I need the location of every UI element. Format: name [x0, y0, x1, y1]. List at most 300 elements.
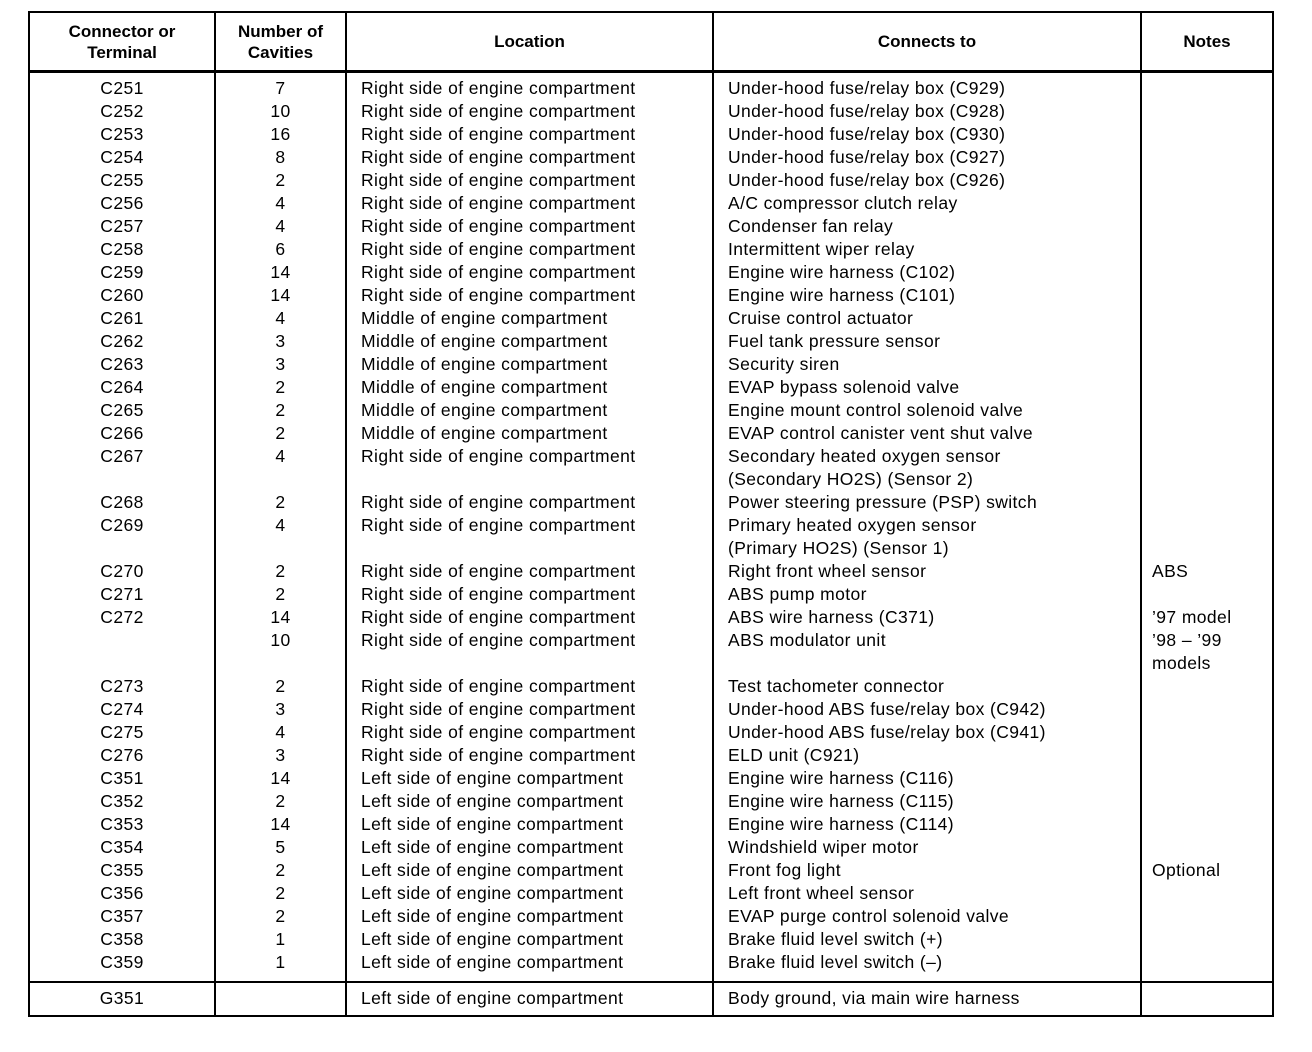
- header-cavities: Number of Cavities: [215, 12, 346, 72]
- notes-cell: [1141, 813, 1273, 836]
- notes-cell: [1141, 859, 1273, 882]
- table-row: [29, 629, 1273, 675]
- connects-to-cell: [713, 905, 1141, 928]
- connects-to-cell-text: Security siren: [728, 354, 840, 374]
- cavities-cell: [215, 376, 346, 399]
- connector-cell: [29, 905, 215, 928]
- location-cell-text: Right side of engine compartment: [361, 101, 636, 121]
- notes-cell: [1141, 606, 1273, 629]
- notes-cell: [1141, 698, 1273, 721]
- notes-cell: [1141, 767, 1273, 790]
- connector-cell-text: C256: [100, 193, 144, 213]
- notes-cell: [1141, 307, 1273, 330]
- cavities-cell-text: 7: [275, 78, 286, 98]
- location-cell-text: Middle of engine compartment: [361, 331, 608, 351]
- connector-cell: [29, 767, 215, 790]
- connector-cell: [29, 882, 215, 905]
- location-cell-text: Middle of engine compartment: [361, 400, 608, 420]
- connector-cell: [29, 284, 215, 307]
- notes-cell: [1141, 238, 1273, 261]
- cavities-cell: [215, 238, 346, 261]
- table-body: [29, 72, 1273, 983]
- location-cell-text: Right side of engine compartment: [361, 216, 636, 236]
- notes-cell: [1141, 123, 1273, 146]
- header-notes: Notes: [1141, 12, 1273, 72]
- cavities-cell-text: 4: [275, 722, 286, 742]
- connector-cell-text: C356: [100, 883, 144, 903]
- connector-cell: [29, 72, 215, 101]
- location-cell: [346, 215, 713, 238]
- table-row: [29, 445, 1273, 491]
- cavities-cell: [215, 675, 346, 698]
- connector-cell: [29, 836, 215, 859]
- notes-cell: [1141, 146, 1273, 169]
- location-cell-text: Left side of engine compartment: [361, 837, 624, 857]
- notes-cell: [1141, 422, 1273, 445]
- connects-to-cell-text: Left front wheel sensor: [728, 883, 915, 903]
- cavities-cell-text: 14: [270, 814, 291, 834]
- connects-to-cell-text-line2: (Primary HO2S) (Sensor 1): [728, 538, 950, 558]
- cavities-cell: [215, 215, 346, 238]
- table-row: [29, 330, 1273, 353]
- connects-to-cell-text: Engine wire harness (C102): [728, 262, 956, 282]
- connector-cell: G351: [29, 982, 215, 1016]
- table-row: [29, 744, 1273, 767]
- location-cell-text: Right side of engine compartment: [361, 492, 636, 512]
- table-row: [29, 422, 1273, 445]
- connects-to-cell-text: Power steering pressure (PSP) switch: [728, 492, 1038, 512]
- cavities-cell: [215, 951, 346, 982]
- connects-to-cell-text: Windshield wiper motor: [728, 837, 919, 857]
- location-cell: [346, 905, 713, 928]
- location-cell: [346, 192, 713, 215]
- location-cell: [346, 491, 713, 514]
- cavities-cell-text: 2: [275, 860, 286, 880]
- connector-cell: [29, 491, 215, 514]
- cavities-cell: [215, 445, 346, 491]
- location-cell-text: Middle of engine compartment: [361, 354, 608, 374]
- table-row: [29, 767, 1273, 790]
- notes-cell: [1141, 882, 1273, 905]
- connects-to-cell: [713, 514, 1141, 560]
- connector-cell: [29, 698, 215, 721]
- cavities-cell: [215, 629, 346, 675]
- table-row: [29, 192, 1273, 215]
- location-cell-text: Left side of engine compartment: [361, 791, 624, 811]
- cavities-cell-text: 2: [275, 883, 286, 903]
- notes-cell-text: Optional: [1152, 860, 1221, 880]
- ground-row: [29, 982, 1273, 1016]
- location-cell-text: Right side of engine compartment: [361, 170, 636, 190]
- cavities-cell-text: 2: [275, 791, 286, 811]
- notes-cell: [1141, 376, 1273, 399]
- connector-cell-text: C353: [100, 814, 144, 834]
- connector-cell: [29, 514, 215, 560]
- connects-to-cell-text: Under-hood fuse/relay box (C928): [728, 101, 1006, 121]
- connects-to-cell: [713, 859, 1141, 882]
- location-cell-text: Left side of engine compartment: [361, 929, 624, 949]
- connects-to-cell: [713, 445, 1141, 491]
- connector-cell-text: C263: [100, 354, 144, 374]
- cavities-cell-text: 5: [275, 837, 286, 857]
- connects-to-cell-text: Under-hood fuse/relay box (C929): [728, 78, 1006, 98]
- cavities-cell-text: 6: [275, 239, 286, 259]
- connects-to-cell: Body ground, via main wire harness: [713, 982, 1141, 1016]
- location-cell: Left side of engine compartment: [346, 982, 713, 1016]
- connects-to-cell: [713, 215, 1141, 238]
- connector-cell: [29, 261, 215, 284]
- location-cell: [346, 583, 713, 606]
- connector-cell: [29, 192, 215, 215]
- connects-to-cell: [713, 192, 1141, 215]
- connector-cell: [29, 238, 215, 261]
- connector-cell-text: C261: [100, 308, 144, 328]
- notes-cell: [1141, 72, 1273, 101]
- notes-cell: [1141, 100, 1273, 123]
- connects-to-cell: [713, 675, 1141, 698]
- connector-table: [28, 11, 1274, 1017]
- connector-cell-text: C352: [100, 791, 144, 811]
- connects-to-cell: [713, 721, 1141, 744]
- notes-cell-text-line2: models: [1152, 653, 1211, 673]
- table-row: [29, 560, 1273, 583]
- location-cell: [346, 744, 713, 767]
- cavities-cell-text: 2: [275, 423, 286, 443]
- connects-to-cell: [713, 353, 1141, 376]
- location-cell-text: Right side of engine compartment: [361, 446, 636, 466]
- location-cell: [346, 422, 713, 445]
- connects-to-cell: [713, 238, 1141, 261]
- connects-to-cell: [713, 261, 1141, 284]
- location-cell-text: Left side of engine compartment: [361, 952, 624, 972]
- cavities-cell-text: 3: [275, 331, 286, 351]
- location-cell: [346, 951, 713, 982]
- connector-cell: [29, 353, 215, 376]
- connects-to-cell: [713, 882, 1141, 905]
- notes-cell: [1141, 330, 1273, 353]
- connector-cell-text: C270: [100, 561, 144, 581]
- connector-cell: [29, 721, 215, 744]
- location-cell-text: Right side of engine compartment: [361, 584, 636, 604]
- cavities-cell: [215, 836, 346, 859]
- location-cell: [346, 767, 713, 790]
- connector-cell-text: C268: [100, 492, 144, 512]
- notes-cell: [1141, 399, 1273, 422]
- location-cell-text: Middle of engine compartment: [361, 423, 608, 443]
- table-row: [29, 146, 1273, 169]
- table-row: [29, 261, 1273, 284]
- location-cell: [346, 353, 713, 376]
- notes-cell: [1141, 790, 1273, 813]
- table-row: [29, 836, 1273, 859]
- cavities-cell-text: 14: [270, 285, 291, 305]
- connector-cell-text: C357: [100, 906, 144, 926]
- cavities-cell-text: 1: [275, 952, 286, 972]
- cavities-cell-text: 2: [275, 377, 286, 397]
- connector-cell: [29, 330, 215, 353]
- table-row: [29, 514, 1273, 560]
- cavities-cell: [215, 353, 346, 376]
- notes-cell: [1141, 169, 1273, 192]
- location-cell-text: Middle of engine compartment: [361, 377, 608, 397]
- connector-cell: [29, 560, 215, 583]
- connector-cell-text: C265: [100, 400, 144, 420]
- cavities-cell: [215, 100, 346, 123]
- cavities-cell: [215, 767, 346, 790]
- location-cell-text: Left side of engine compartment: [361, 768, 624, 788]
- connects-to-cell: [713, 307, 1141, 330]
- cavities-cell-text: 2: [275, 561, 286, 581]
- table-row: [29, 583, 1273, 606]
- notes-cell: [1141, 445, 1273, 491]
- cavities-cell-text: 2: [275, 492, 286, 512]
- location-cell: [346, 261, 713, 284]
- connector-cell-text: C276: [100, 745, 144, 765]
- cavities-cell-text: 2: [275, 170, 286, 190]
- location-cell: [346, 790, 713, 813]
- location-cell-text: Right side of engine compartment: [361, 193, 636, 213]
- cavities-cell-text: 16: [270, 124, 291, 144]
- connector-cell: [29, 376, 215, 399]
- connects-to-cell-text: Cruise control actuator: [728, 308, 914, 328]
- connects-to-cell-text: EVAP purge control solenoid valve: [728, 906, 1010, 926]
- location-cell-text: Right side of engine compartment: [361, 239, 636, 259]
- table-row: [29, 284, 1273, 307]
- table-row: [29, 606, 1273, 629]
- location-cell: [346, 721, 713, 744]
- connects-to-cell-text: Engine wire harness (C116): [728, 768, 955, 788]
- table-row: [29, 100, 1273, 123]
- table-row: [29, 882, 1273, 905]
- notes-cell: [1141, 192, 1273, 215]
- cavities-cell: [215, 422, 346, 445]
- connects-to-cell: [713, 146, 1141, 169]
- location-cell: [346, 169, 713, 192]
- connector-cell-text: C262: [100, 331, 144, 351]
- cavities-cell: [215, 146, 346, 169]
- connector-cell: [29, 169, 215, 192]
- notes-cell: [1141, 215, 1273, 238]
- connector-cell-text: C359: [100, 952, 144, 972]
- location-cell: [346, 629, 713, 675]
- notes-cell: [1141, 951, 1273, 982]
- connects-to-cell-text: Front fog light: [728, 860, 841, 880]
- connects-to-cell-text: ABS modulator unit: [728, 630, 886, 650]
- location-cell: [346, 123, 713, 146]
- connects-to-cell: [713, 813, 1141, 836]
- cavities-cell-text: 2: [275, 584, 286, 604]
- connects-to-cell-text: Condenser fan relay: [728, 216, 894, 236]
- connects-to-cell-text: ELD unit (C921): [728, 745, 860, 765]
- notes-cell: [1141, 629, 1273, 675]
- location-cell-text: Right side of engine compartment: [361, 607, 636, 627]
- cavities-cell: [215, 514, 346, 560]
- location-cell-text: Right side of engine compartment: [361, 515, 636, 535]
- connects-to-cell: [713, 422, 1141, 445]
- cavities-cell-text: 3: [275, 745, 286, 765]
- table-row: [29, 307, 1273, 330]
- notes-cell: [1141, 721, 1273, 744]
- notes-cell: [1141, 905, 1273, 928]
- cavities-cell: [215, 928, 346, 951]
- connector-cell-text: C260: [100, 285, 144, 305]
- connects-to-cell-text: A/C compressor clutch relay: [728, 193, 958, 213]
- connects-to-cell: [713, 790, 1141, 813]
- connector-cell-text: C272: [100, 607, 144, 627]
- table-row: [29, 675, 1273, 698]
- table-header: [29, 12, 1273, 72]
- connector-cell-text: C267: [100, 446, 144, 466]
- location-cell-text: Left side of engine compartment: [361, 906, 624, 926]
- cavities-cell: [215, 859, 346, 882]
- connects-to-cell-text: Brake fluid level switch (–): [728, 952, 943, 972]
- connector-cell: [29, 123, 215, 146]
- connector-cell-text: C355: [100, 860, 144, 880]
- location-cell-text: Right side of engine compartment: [361, 561, 636, 581]
- cavities-cell: [215, 982, 346, 1016]
- connects-to-cell: [713, 560, 1141, 583]
- location-cell-text: Left side of engine compartment: [361, 883, 624, 903]
- connector-cell-text: C275: [100, 722, 144, 742]
- connector-cell: [29, 744, 215, 767]
- connects-to-cell-text: Under-hood ABS fuse/relay box (C941): [728, 722, 1046, 742]
- connects-to-cell: [713, 123, 1141, 146]
- connects-to-cell: [713, 72, 1141, 101]
- notes-cell: [1141, 583, 1273, 606]
- connector-cell: [29, 629, 215, 675]
- connector-cell-text: C274: [100, 699, 144, 719]
- cavities-cell: [215, 905, 346, 928]
- notes-cell: [1141, 514, 1273, 560]
- table-row: [29, 491, 1273, 514]
- notes-cell: [1141, 836, 1273, 859]
- location-cell-text: Right side of engine compartment: [361, 285, 636, 305]
- table-row: [29, 813, 1273, 836]
- notes-cell-text: ABS: [1152, 561, 1189, 581]
- cavities-cell-text: 2: [275, 676, 286, 696]
- notes-cell: [1141, 675, 1273, 698]
- connector-cell-text: C273: [100, 676, 144, 696]
- connector-cell-text: C358: [100, 929, 144, 949]
- connector-cell: [29, 307, 215, 330]
- connects-to-cell-text: Under-hood fuse/relay box (C930): [728, 124, 1006, 144]
- cavities-cell: [215, 560, 346, 583]
- table-row: [29, 721, 1273, 744]
- location-cell: [346, 146, 713, 169]
- connector-cell: [29, 445, 215, 491]
- connects-to-cell-text: EVAP control canister vent shut valve: [728, 423, 1033, 443]
- location-cell-text: Right side of engine compartment: [361, 676, 636, 696]
- connector-cell: [29, 790, 215, 813]
- connects-to-cell: [713, 169, 1141, 192]
- connects-to-cell-text: Under-hood fuse/relay box (C926): [728, 170, 1006, 190]
- cavities-cell-text: 4: [275, 446, 286, 466]
- cavities-cell-text: 4: [275, 193, 286, 213]
- cavities-cell-text: 14: [270, 262, 291, 282]
- table-row: [29, 951, 1273, 982]
- cavities-cell-text: 4: [275, 216, 286, 236]
- connects-to-cell: [713, 836, 1141, 859]
- location-cell: [346, 698, 713, 721]
- cavities-cell-text: 14: [270, 607, 291, 627]
- table-row: [29, 169, 1273, 192]
- connects-to-cell-text: Engine wire harness (C115): [728, 791, 955, 811]
- connector-cell-text: C254: [100, 147, 144, 167]
- location-cell: [346, 445, 713, 491]
- connects-to-cell: [713, 629, 1141, 675]
- table-row: [29, 238, 1273, 261]
- connects-to-cell: [713, 491, 1141, 514]
- table-row: [29, 376, 1273, 399]
- connector-cell: [29, 399, 215, 422]
- table-row: [29, 790, 1273, 813]
- connects-to-cell-text: Under-hood fuse/relay box (C927): [728, 147, 1006, 167]
- location-cell: [346, 928, 713, 951]
- connector-cell-text: C351: [100, 768, 144, 788]
- notes-cell: [1141, 744, 1273, 767]
- cavities-cell: [215, 192, 346, 215]
- notes-cell-text: ’97 model: [1152, 607, 1232, 627]
- connects-to-cell-text: Engine wire harness (C114): [728, 814, 955, 834]
- location-cell-text: Right side of engine compartment: [361, 78, 636, 98]
- connects-to-cell: [713, 698, 1141, 721]
- location-cell-text: Left side of engine compartment: [361, 860, 624, 880]
- cavities-cell-text: 4: [275, 308, 286, 328]
- location-cell: [346, 813, 713, 836]
- header-connector: Connector or Terminal: [29, 12, 215, 72]
- connects-to-cell-text: Primary heated oxygen sensor: [728, 515, 977, 535]
- notes-cell: [1141, 560, 1273, 583]
- table-row: [29, 72, 1273, 101]
- connects-to-cell: [713, 744, 1141, 767]
- connector-cell: [29, 951, 215, 982]
- cavities-cell: [215, 491, 346, 514]
- connects-to-cell: [713, 951, 1141, 982]
- location-cell-text: Right side of engine compartment: [361, 147, 636, 167]
- cavities-cell: [215, 284, 346, 307]
- connects-to-cell-text: Brake fluid level switch (+): [728, 929, 943, 949]
- cavities-cell: [215, 744, 346, 767]
- connects-to-cell-text: Test tachometer connector: [728, 676, 945, 696]
- cavities-cell-text: 10: [270, 630, 291, 650]
- location-cell: [346, 859, 713, 882]
- connects-to-cell-text: Right front wheel sensor: [728, 561, 927, 581]
- connector-cell: [29, 859, 215, 882]
- cavities-cell-text: 4: [275, 515, 286, 535]
- cavities-cell: [215, 606, 346, 629]
- location-cell: [346, 284, 713, 307]
- cavities-cell: [215, 399, 346, 422]
- connects-to-cell-text: ABS pump motor: [728, 584, 867, 604]
- connects-to-cell-text: Secondary heated oxygen sensor: [728, 446, 1001, 466]
- header-connects-to: Connects to: [713, 12, 1141, 72]
- location-cell: [346, 882, 713, 905]
- cavities-cell: [215, 583, 346, 606]
- cavities-cell: [215, 169, 346, 192]
- location-cell: [346, 836, 713, 859]
- connects-to-cell: [713, 583, 1141, 606]
- notes-cell: [1141, 353, 1273, 376]
- header-row: [29, 12, 1273, 72]
- cavities-cell-text: 10: [270, 101, 291, 121]
- table-row: [29, 215, 1273, 238]
- location-cell: [346, 100, 713, 123]
- connector-cell-text: C253: [100, 124, 144, 144]
- connector-cell: [29, 146, 215, 169]
- location-cell: [346, 307, 713, 330]
- cavities-cell-text: 14: [270, 768, 291, 788]
- connector-cell-text: C354: [100, 837, 144, 857]
